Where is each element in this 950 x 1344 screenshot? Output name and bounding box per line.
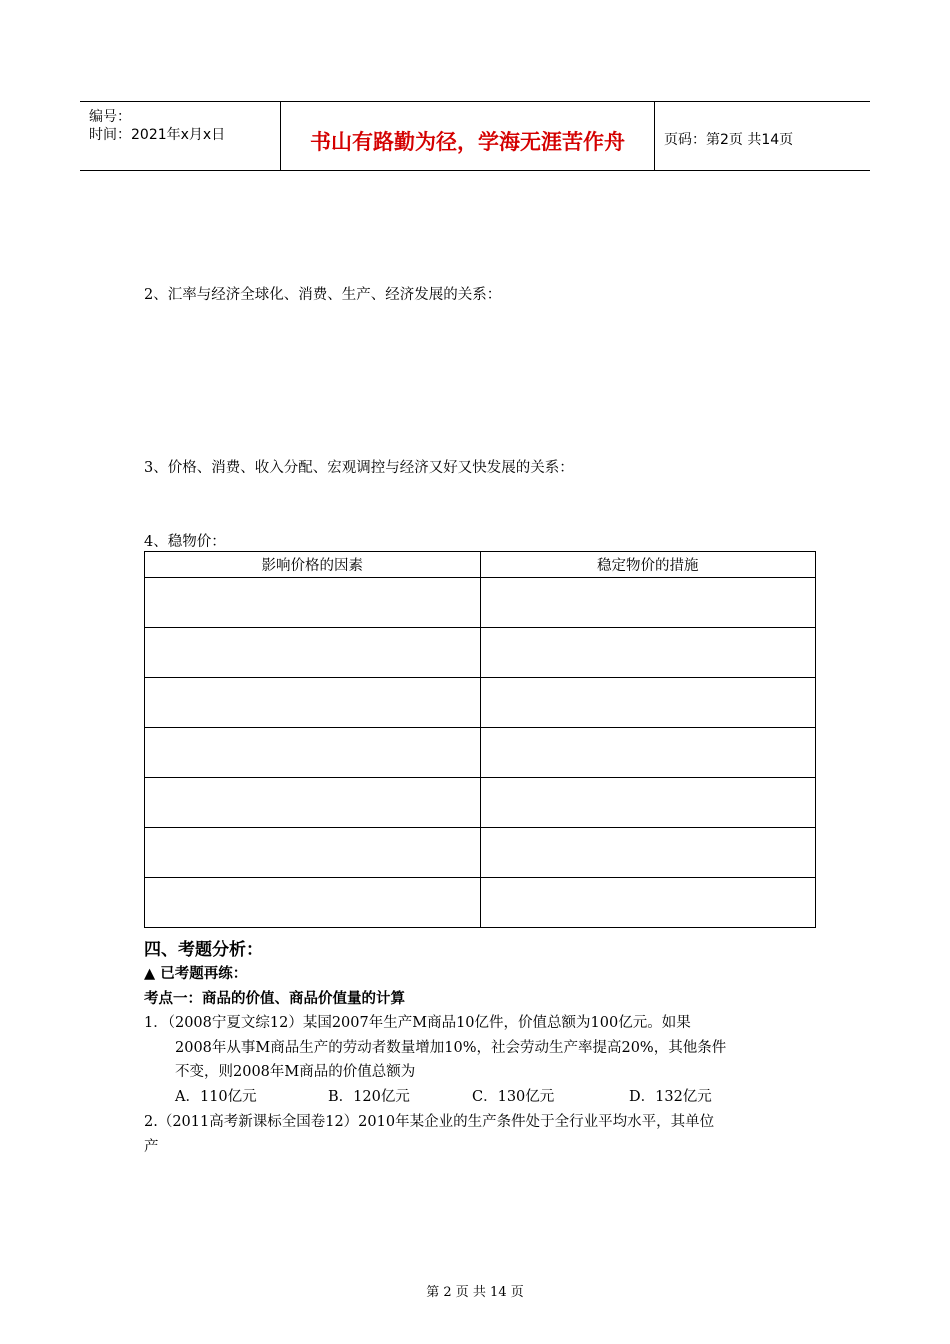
question-1-line-3: 不变，则2008年M商品的价值总额为 (175, 1064, 416, 1080)
table-cell[interactable] (145, 728, 481, 778)
question-1-option-a: A．110亿元 (175, 1089, 257, 1105)
question-2-line-2: 产 (144, 1139, 159, 1155)
question-1-line-1: 1．（2008宁夏文综12）某国2007年生产M商品10亿件，价值总额为100亿元。如果 (144, 1015, 691, 1031)
table-cell[interactable] (145, 678, 481, 728)
table-cell[interactable] (480, 628, 816, 678)
question-1-option-c: C．130亿元 (472, 1089, 555, 1105)
table-cell[interactable] (480, 578, 816, 628)
page-header (80, 101, 870, 171)
table-cell[interactable] (480, 778, 816, 828)
section-item-2: 2、汇率与经济全球化、消费、生产、经济发展的关系： (144, 287, 502, 303)
table-cell[interactable] (480, 678, 816, 728)
column-header-measures: 稳定物价的措施 (480, 552, 816, 578)
table-row (145, 828, 816, 878)
header-motto-cell (281, 102, 655, 170)
table-row (145, 878, 816, 928)
analysis-subtitle: ▲ 已考题再练： (144, 966, 248, 982)
table-row (145, 728, 816, 778)
analysis-title: 四、考题分析： (144, 940, 263, 960)
question-2-line-1: 2.（2011高考新课标全国卷12）2010年某企业的生产条件处于全行业平均水平，其单位 (144, 1114, 715, 1130)
table-row (145, 678, 816, 728)
section-item-3: 3、价格、消费、收入分配、宏观调控与经济又好又快发展的关系： (144, 460, 574, 476)
table-cell[interactable] (145, 778, 481, 828)
section-item-4: 4、稳物价： (144, 534, 226, 550)
document-time-label: 时间：2021年x月x日 (89, 127, 226, 143)
question-1-line-2: 2008年从事M商品生产的劳动者数量增加10%，社会劳动生产率提高20%，其他条件 (175, 1040, 727, 1056)
table-cell[interactable] (480, 828, 816, 878)
header-info-cell (80, 102, 281, 170)
page-footer: 第 2 页 共 14 页 (426, 1285, 524, 1300)
header-motto: 书山有路勤为径，学海无涯苦作舟 (310, 130, 625, 154)
price-stability-table (144, 551, 816, 928)
table-cell[interactable] (145, 578, 481, 628)
document-number-label: 编号： (89, 109, 131, 125)
header-page-number: 页码：第2页 共14页 (664, 132, 794, 148)
header-page-cell (655, 102, 870, 170)
table-row (145, 778, 816, 828)
column-header-factors: 影响价格的因素 (145, 552, 481, 578)
table-row (145, 628, 816, 678)
table-cell[interactable] (145, 628, 481, 678)
test-point-1: 考点一：商品的价值、商品价值量的计算 (144, 991, 405, 1007)
table-cell[interactable] (480, 878, 816, 928)
table-cell[interactable] (145, 828, 481, 878)
table-cell[interactable] (480, 728, 816, 778)
table-cell[interactable] (145, 878, 481, 928)
table-header-row (145, 552, 816, 578)
table-row (145, 578, 816, 628)
question-1-option-d: D．132亿元 (629, 1089, 712, 1105)
question-1-option-b: B．120亿元 (328, 1089, 410, 1105)
